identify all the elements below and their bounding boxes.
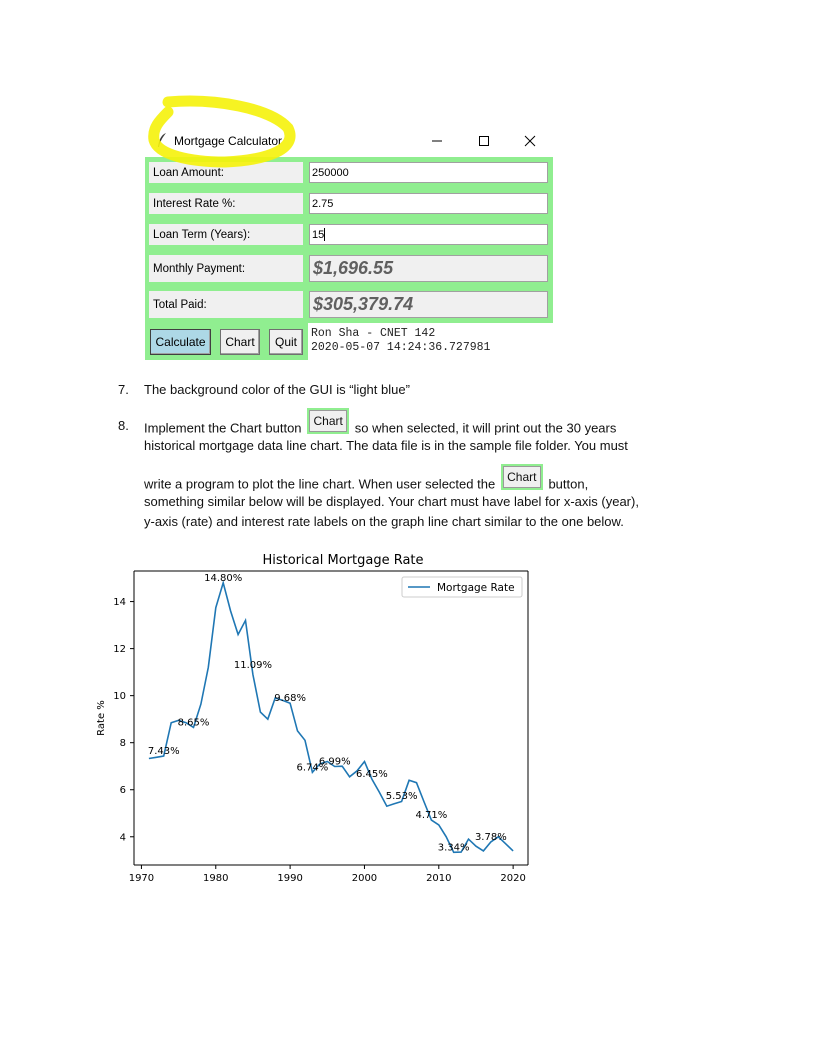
rate-data-label: 4.71% bbox=[415, 810, 448, 822]
item-number: 8. bbox=[118, 418, 129, 433]
monthly-payment-label: Monthly Payment: bbox=[149, 255, 303, 282]
maximize-icon bbox=[478, 135, 490, 147]
item-text: historical mortgage data line chart. The data file is in the sample file folder. You must bbox=[144, 438, 628, 453]
close-button[interactable] bbox=[515, 130, 545, 152]
y-tick-label: 6 bbox=[119, 785, 126, 797]
y-tick-label: 4 bbox=[119, 832, 126, 844]
item-text: button, bbox=[548, 476, 589, 492]
total-paid-label: Total Paid: bbox=[149, 291, 303, 318]
calculate-button[interactable]: Calculate bbox=[150, 329, 211, 355]
rate-data-label: 5.53% bbox=[385, 790, 418, 802]
feather-icon bbox=[156, 132, 168, 148]
chart-title: Historical Mortgage Rate bbox=[262, 553, 424, 568]
close-icon bbox=[524, 135, 536, 147]
legend-label: Mortgage Rate bbox=[437, 582, 515, 594]
rate-data-label: 14.80% bbox=[204, 572, 243, 584]
timestamp-line: 2020-05-07 14:24:36.727981 bbox=[311, 341, 491, 354]
rate-data-label: 3.78% bbox=[474, 831, 507, 843]
inline-chart-button: Chart bbox=[307, 408, 349, 434]
item-text: write a program to plot the line chart. When user selected the bbox=[144, 476, 496, 492]
loan-amount-label: Loan Amount: bbox=[149, 162, 303, 183]
minimize-button[interactable] bbox=[422, 130, 452, 152]
monthly-payment-result: $1,696.55 bbox=[309, 255, 548, 282]
item-text: The background color of the GUI is “light blue” bbox=[144, 382, 410, 397]
loan-term-value: 15 bbox=[312, 228, 325, 241]
y-axis-label: Rate % bbox=[96, 700, 107, 736]
minimize-icon bbox=[431, 135, 443, 147]
maximize-button[interactable] bbox=[469, 130, 499, 152]
text-cursor bbox=[324, 228, 325, 241]
rate-data-label: 8.65% bbox=[177, 717, 210, 729]
x-tick-label: 1990 bbox=[277, 873, 303, 884]
mortgage-calculator-window bbox=[144, 124, 556, 360]
x-tick-label: 2010 bbox=[426, 873, 452, 884]
author-info bbox=[311, 327, 490, 355]
item-text: something similar below will be displayed. Your chart must have label for x-axis (year), bbox=[144, 494, 639, 509]
rate-data-label: 6.74% bbox=[296, 762, 329, 774]
rate-data-label: 9.68% bbox=[274, 693, 307, 705]
form-frame bbox=[145, 157, 553, 360]
interest-rate-label: Interest Rate %: bbox=[149, 193, 303, 214]
y-tick-label: 14 bbox=[113, 597, 126, 609]
interest-rate-input[interactable]: 2.75 bbox=[309, 193, 548, 214]
mortgage-rate-chart bbox=[88, 545, 538, 900]
x-tick-label: 2000 bbox=[351, 873, 378, 884]
total-paid-result: $305,379.74 bbox=[309, 291, 548, 318]
loan-term-input[interactable] bbox=[309, 224, 548, 245]
chart-button[interactable]: Chart bbox=[220, 329, 260, 355]
window-titlebar[interactable] bbox=[144, 124, 556, 156]
quit-button[interactable]: Quit bbox=[269, 329, 303, 355]
rate-data-label: 6.99% bbox=[318, 756, 351, 768]
x-tick-label: 1980 bbox=[203, 873, 229, 884]
x-tick-label: 2020 bbox=[500, 873, 526, 884]
author-line: Ron Sha - CNET 142 bbox=[311, 327, 436, 340]
y-tick-label: 12 bbox=[113, 644, 126, 656]
x-tick-label: 1970 bbox=[128, 873, 155, 884]
rate-data-label: 7.43% bbox=[147, 746, 180, 758]
rate-data-label: 3.34% bbox=[437, 842, 470, 854]
rate-data-label: 6.45% bbox=[355, 769, 388, 781]
y-tick-label: 8 bbox=[119, 738, 126, 750]
item-number: 7. bbox=[118, 382, 129, 397]
item-text: so when selected, it will print out the 30 years bbox=[354, 420, 617, 436]
item-text: y-axis (rate) and interest rate labels on the graph line chart similar to the one below. bbox=[144, 514, 624, 529]
y-tick-label: 10 bbox=[113, 691, 126, 703]
loan-term-label: Loan Term (Years): bbox=[149, 224, 303, 245]
inline-chart-button: Chart bbox=[501, 464, 543, 490]
loan-amount-input[interactable]: 250000 bbox=[309, 162, 548, 183]
rate-data-label: 11.09% bbox=[233, 660, 273, 672]
window-title: Mortgage Calculator bbox=[174, 134, 283, 148]
item-text: Implement the Chart button bbox=[144, 420, 302, 436]
